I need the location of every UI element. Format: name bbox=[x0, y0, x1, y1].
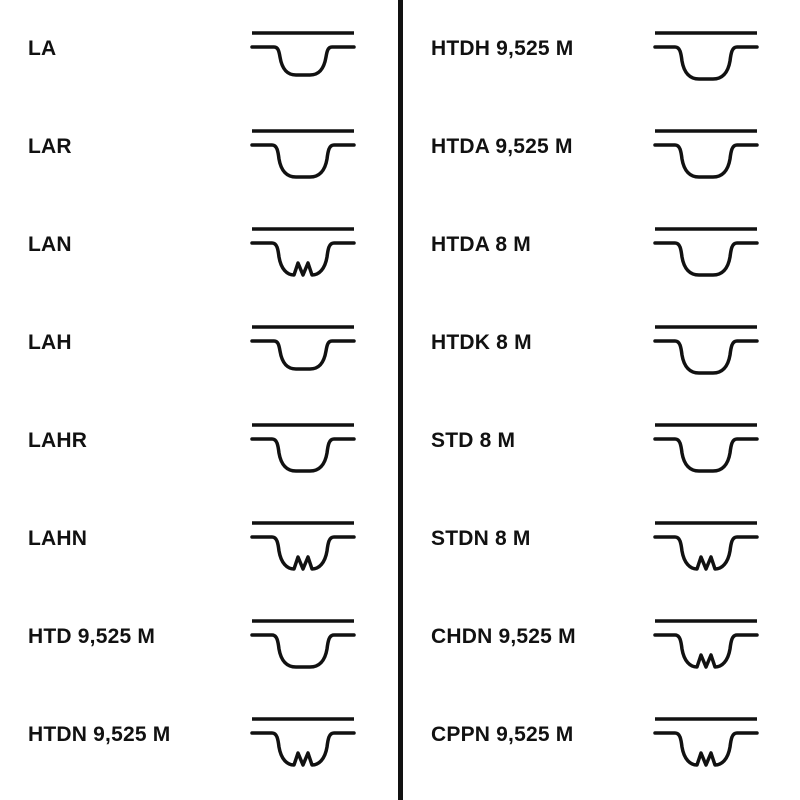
profile-label: CHDN 9,525 M bbox=[431, 625, 576, 648]
tooth-profile-round-notched-icon bbox=[248, 699, 358, 771]
tooth-profile-round-deep-icon bbox=[651, 307, 761, 379]
tooth-profile-round-notched-icon bbox=[651, 503, 761, 575]
tooth-profile-trapezoid-flat-icon bbox=[248, 307, 358, 379]
tooth-profile-round-deep-icon bbox=[651, 13, 761, 85]
tooth-profile-round-deep-icon bbox=[248, 111, 358, 183]
profile-label: LAHN bbox=[28, 527, 88, 550]
tooth-profile-round-deep-icon bbox=[651, 405, 761, 477]
profile-row bbox=[0, 196, 398, 294]
profile-label: CPPN 9,525 M bbox=[431, 723, 574, 746]
profile-label: LA bbox=[28, 37, 57, 60]
profile-row bbox=[0, 686, 398, 784]
profile-row bbox=[0, 294, 398, 392]
profile-label: LAR bbox=[28, 135, 72, 158]
profile-label: HTDA 9,525 M bbox=[431, 135, 573, 158]
profile-label: LAN bbox=[28, 233, 72, 256]
profile-label: STDN 8 M bbox=[431, 527, 531, 550]
profile-row bbox=[403, 98, 800, 196]
profile-row bbox=[0, 588, 398, 686]
tooth-profile-round-notched-icon bbox=[248, 503, 358, 575]
profile-row bbox=[0, 490, 398, 588]
profile-label: HTDK 8 M bbox=[431, 331, 532, 354]
profile-row bbox=[403, 0, 800, 98]
profile-row bbox=[0, 392, 398, 490]
profile-label: HTDH 9,525 M bbox=[431, 37, 574, 60]
tooth-profile-trapezoid-flat-icon bbox=[248, 13, 358, 85]
profile-label: LAHR bbox=[28, 429, 88, 452]
tooth-profile-round-deep-icon bbox=[651, 111, 761, 183]
profile-row bbox=[403, 392, 800, 490]
profile-row bbox=[0, 0, 398, 98]
tooth-profile-round-deep-icon bbox=[248, 601, 358, 673]
profile-label: STD 8 M bbox=[431, 429, 516, 452]
profile-row bbox=[0, 98, 398, 196]
profile-label: LAH bbox=[28, 331, 72, 354]
right-column bbox=[403, 0, 800, 800]
profile-label: HTDA 8 M bbox=[431, 233, 531, 256]
profile-row bbox=[403, 490, 800, 588]
profile-row bbox=[403, 588, 800, 686]
profile-row bbox=[403, 686, 800, 784]
profile-label: HTD 9,525 M bbox=[28, 625, 156, 648]
tooth-profile-round-notched-icon bbox=[651, 601, 761, 673]
profile-row bbox=[403, 196, 800, 294]
tooth-profile-round-notched-icon bbox=[248, 209, 358, 281]
profile-label: HTDN 9,525 M bbox=[28, 723, 171, 746]
left-column bbox=[0, 0, 398, 800]
tooth-profile-round-deep-icon bbox=[248, 405, 358, 477]
tooth-profile-round-deep-icon bbox=[651, 209, 761, 281]
profile-row bbox=[403, 294, 800, 392]
tooth-profile-round-notched-icon bbox=[651, 699, 761, 771]
